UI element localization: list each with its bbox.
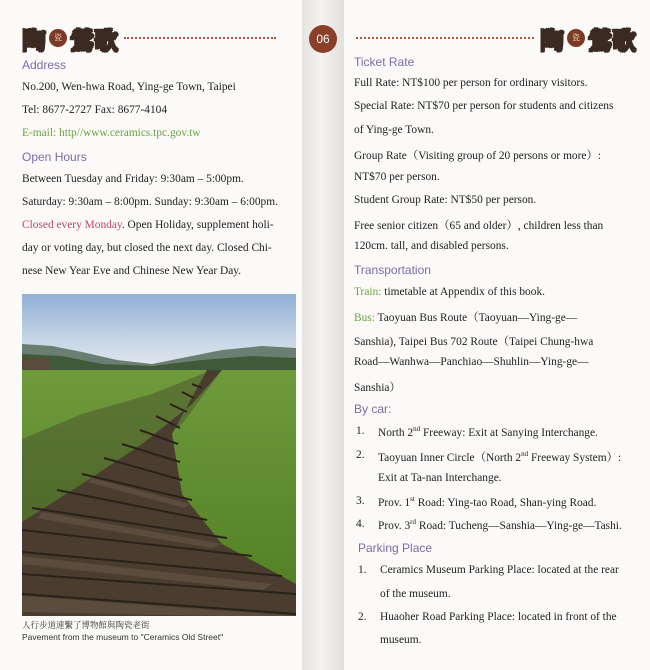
header-dotted-rule: [124, 37, 276, 39]
logo-seal: 瓷: [49, 29, 67, 47]
tel-fax-line: Tel: 8677-2727 Fax: 8677-4104: [22, 104, 168, 116]
parking-item-number: 2.: [358, 611, 367, 623]
left-header: [22, 20, 282, 56]
bus-line: Sanshia）: [354, 382, 401, 394]
address-heading: Address: [22, 58, 67, 72]
car-item-number: 4.: [356, 518, 365, 530]
car-item-line: Prov. 1st Road: Ying-tao Road, Shan-ying Road.: [378, 495, 597, 509]
logo-seal: 瓷: [567, 29, 585, 47]
right-header: [350, 20, 636, 56]
ticket-heading: Ticket Rate: [354, 55, 415, 69]
train-line: [354, 286, 545, 298]
photo-caption-en: Pavement from the museum to "Ceramics Old Street": [22, 632, 224, 642]
transport-heading: Transportation: [354, 263, 431, 277]
logo-char-1: 陶: [22, 25, 46, 55]
parking-item-line: museum.: [380, 634, 422, 646]
parking-item-line: Ceramics Museum Parking Place: located at the rear: [380, 564, 619, 576]
car-item-line: Prov. 3rd Road: Tucheng—Sanshia—Ying-ge—Tashi.: [378, 518, 622, 532]
bus-line: Sanshia), Taipei Bus 702 Route（Taipei Chung-hwa: [354, 336, 594, 348]
car-item-line: Exit at Ta-nan Interchange.: [378, 472, 502, 484]
email-link[interactable]: http//www.ceramics.tpc.gov.tw: [59, 127, 201, 139]
parking-item-line: of the museum.: [380, 588, 451, 600]
left-page: [0, 0, 302, 670]
car-heading: By car:: [354, 402, 392, 416]
bus-line: Road—Wanhwa—Panchiao—Shuhlin—Ying-ge—: [354, 356, 589, 368]
closed-label: Closed every Monday: [22, 219, 122, 231]
ticket-line: Group Rate（Visiting group of 20 persons or more）:: [354, 150, 602, 162]
right-page: [344, 0, 650, 670]
parking-item-line: Huaoher Road Parking Place: located in front of the: [380, 611, 617, 623]
closed-line: [22, 219, 274, 231]
ticket-line: of Ying-ge Town.: [354, 124, 434, 136]
hours-heading: Open Hours: [22, 150, 87, 164]
bus-label: Bus:: [354, 312, 375, 324]
ordinal-suffix: rd: [410, 518, 417, 526]
ordinal-suffix: nd: [521, 450, 529, 459]
ticket-line: Free senior citizen（65 and older）, children less than: [354, 220, 604, 232]
ticket-line: 120cm. tall, and disabled persons.: [354, 240, 509, 252]
closed-rest: . Open Holiday, supplement holi-: [121, 219, 274, 231]
pavement-photo-illustration: [22, 294, 296, 616]
pavement-photo: [22, 294, 296, 616]
ticket-line: Student Group Rate: NT$50 per person.: [354, 194, 537, 206]
closed-line: nese New Year Eve and Chinese New Year Day.: [22, 265, 242, 277]
parking-item-number: 1.: [358, 564, 367, 576]
email-line: [22, 127, 201, 139]
ordinal-suffix: st: [410, 495, 415, 503]
ticket-line: NT$70 per person.: [354, 171, 440, 183]
train-label: Train:: [354, 286, 382, 298]
hours-line: Saturday: 9:30am – 8:00pm. Sunday: 9:30am – 6:00pm.: [22, 196, 278, 208]
bus-line: [354, 309, 577, 325]
page-number-badge: 06: [309, 25, 337, 53]
closed-line: day or voting day, but closed the next day. Closed Chi-: [22, 242, 272, 254]
logo: [22, 21, 118, 56]
hours-line: Between Tuesday and Friday: 9:30am – 5:00pm.: [22, 173, 244, 185]
address-line: No.200, Wen-hwa Road, Ying-ge Town, Taipei: [22, 81, 236, 93]
ordinal-suffix: nd: [413, 425, 421, 433]
email-label: E-mail:: [22, 127, 57, 139]
ticket-line: Full Rate: NT$100 per person for ordinary visitors.: [354, 77, 588, 89]
train-text: timetable at Appendix of this book.: [381, 286, 545, 298]
logo-char-1: 陶: [540, 25, 564, 55]
spine-gutter: [302, 0, 344, 670]
car-item-line: North 2nd Freeway: Exit at Sanying Interchange.: [378, 425, 598, 439]
bus-text: Taoyuan Bus Route（Taoyuan—Ying-ge—: [374, 312, 578, 324]
car-item-number: 1.: [356, 425, 365, 437]
car-item-number: 2.: [356, 449, 365, 461]
parking-heading: Parking Place: [358, 541, 433, 555]
ticket-line: Special Rate: NT$70 per person for students and citizens: [354, 100, 614, 112]
photo-caption-zh: 人行步道連繫了博物館與陶瓷老街: [22, 620, 150, 630]
logo: [540, 21, 636, 56]
car-item-line: Taoyuan Inner Circle（North 2nd Freeway System）:: [378, 450, 622, 464]
header-dotted-rule: [356, 37, 534, 39]
logo-char-2: 鶯歌: [70, 25, 118, 55]
logo-char-2: 鶯歌: [588, 25, 636, 55]
car-item-number: 3.: [356, 495, 365, 507]
